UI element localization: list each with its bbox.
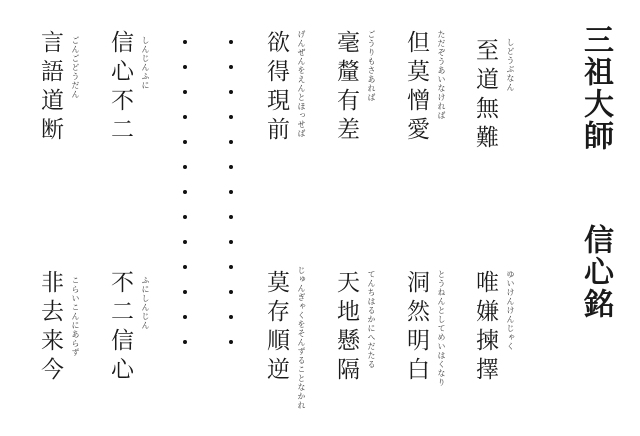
dot [229, 90, 233, 94]
dotted-separator-left [183, 40, 189, 350]
dot [183, 265, 187, 269]
verse-1-bottom-ruby: ゆいけんけんじゃく [506, 270, 515, 351]
verse-2-bottom: 洞然明白 [403, 270, 429, 386]
dot [229, 140, 233, 144]
verse-4-bottom-ruby: じゅんぎゃくをそんずることなかれ [297, 266, 306, 410]
verse-2-top-ruby: ただぞうあいなければ [437, 30, 446, 120]
dot [229, 265, 233, 269]
dot [183, 140, 187, 144]
verse-4-bottom: 莫存順逆 [263, 270, 289, 386]
dot [183, 190, 187, 194]
dot [229, 65, 233, 69]
dot [183, 215, 187, 219]
dot [229, 340, 233, 344]
dot [229, 315, 233, 319]
dot [183, 240, 187, 244]
dot [183, 340, 187, 344]
verse-4-top-ruby: げんぜんをえんとほっせば [297, 30, 306, 138]
verse-5-top-ruby: しんじんふに [141, 36, 150, 90]
verse-5-bottom: 不二信心 [107, 270, 133, 386]
dot [229, 290, 233, 294]
dot [183, 90, 187, 94]
verse-4-top: 欲得現前 [263, 30, 289, 146]
dotted-separator-right [229, 40, 235, 350]
verse-1-top: 至道無難 [472, 38, 498, 154]
verse-3-bottom: 天地懸隔 [333, 270, 359, 386]
title-name: 信心銘 [578, 224, 613, 320]
verse-6-top: 言語道断 [37, 30, 63, 146]
verse-3-bottom-ruby: てんちはるかにへだたる [367, 270, 376, 369]
dot [229, 40, 233, 44]
dot [183, 315, 187, 319]
dot [229, 165, 233, 169]
title-author: 三祖大師 [578, 24, 613, 152]
dot [183, 165, 187, 169]
verse-5-bottom-ruby: ふにしんじん [141, 276, 150, 330]
verse-1-bottom: 唯嫌揀擇 [472, 270, 498, 386]
dot [229, 215, 233, 219]
verse-2-top: 但莫憎愛 [403, 30, 429, 146]
dot [229, 190, 233, 194]
verse-1-top-ruby: しどうぶなん [506, 38, 515, 92]
dot [229, 240, 233, 244]
verse-3-top-ruby: ごうりもさあれば [367, 30, 376, 102]
dot [183, 40, 187, 44]
dot [183, 115, 187, 119]
verse-6-top-ruby: ごんごどうだん [71, 36, 80, 99]
verse-6-bottom: 非去来今 [37, 270, 63, 386]
verse-5-top: 信心不二 [107, 30, 133, 146]
dot [183, 65, 187, 69]
verse-3-top: 毫釐有差 [333, 30, 359, 146]
dot [229, 115, 233, 119]
verse-2-bottom-ruby: とうねんとしてめいはくなり [437, 270, 446, 387]
verse-6-bottom-ruby: こらいこんにあらず [71, 276, 80, 357]
dot [183, 290, 187, 294]
